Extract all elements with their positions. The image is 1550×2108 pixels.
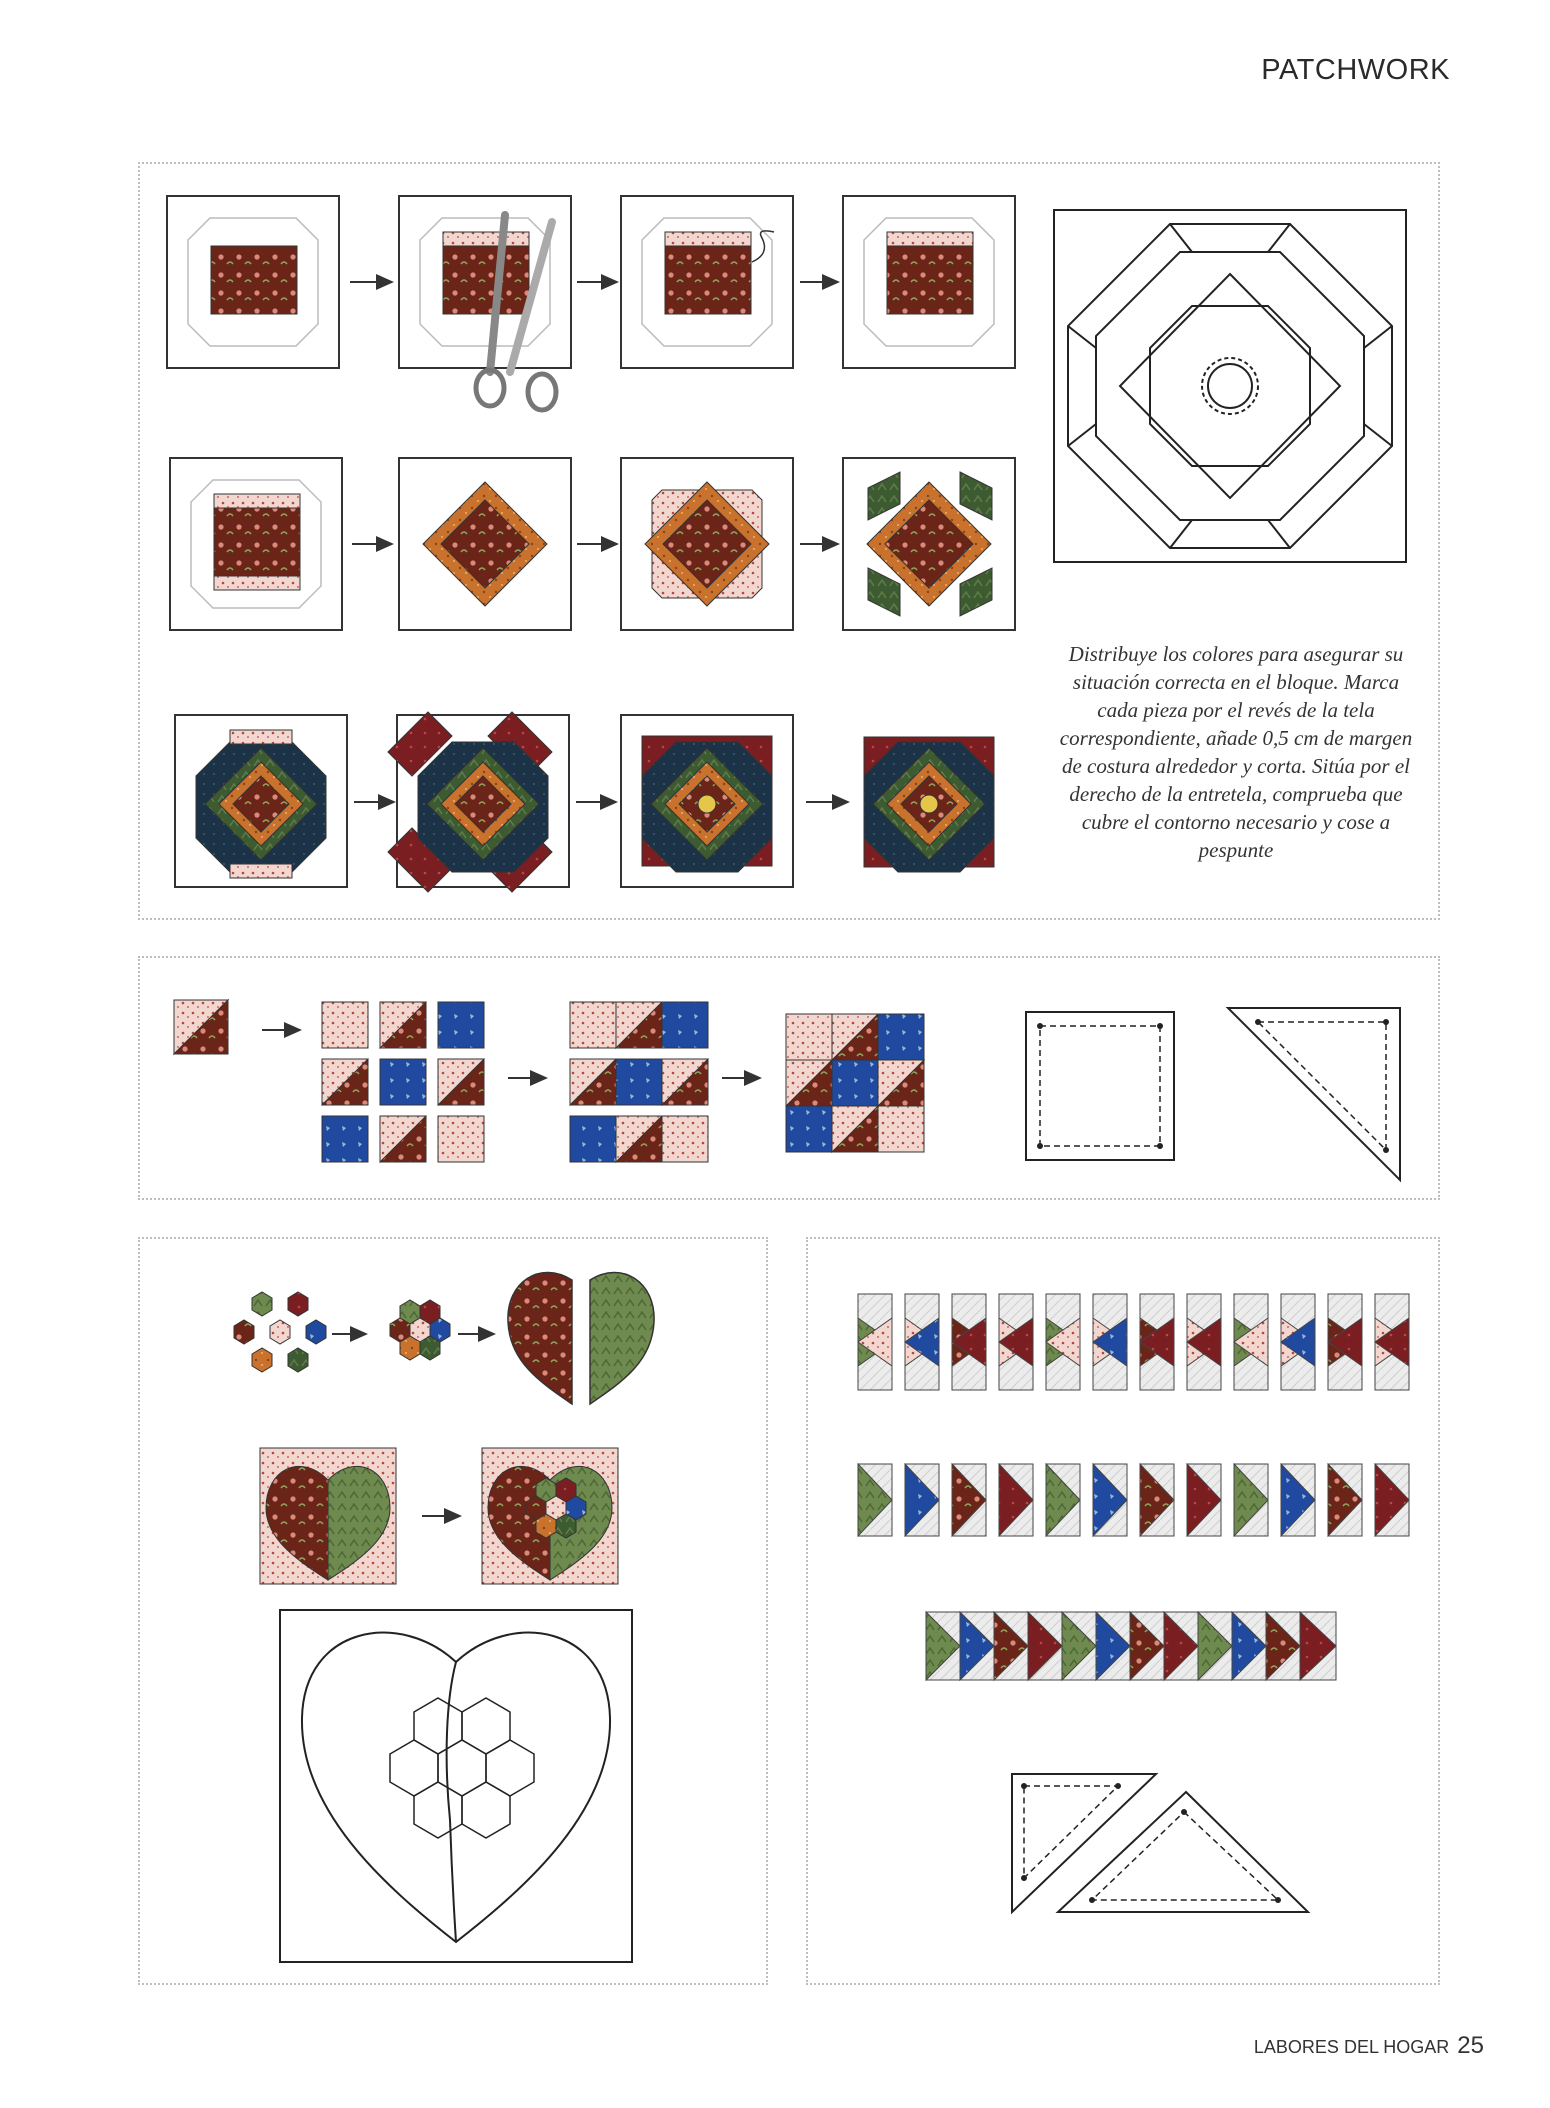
page-footer — [1254, 2032, 1484, 2060]
section-title: PATCHWORK — [1261, 54, 1450, 86]
geese-strip — [926, 1612, 1336, 1680]
nine-patch-joined — [786, 1014, 924, 1152]
geese-row-2 — [858, 1464, 1409, 1536]
geese-row-1 — [858, 1294, 1409, 1390]
step-3-4 — [864, 737, 994, 872]
step-1-2 — [399, 196, 571, 368]
step-3-3 — [621, 715, 793, 887]
instructions-caption: Distribuye los colores para asegurar su situación correcta en el bloque. Marca cada pieza por el revés de la tela correspondiente, añade 0,5 cm de margen de costura alrededor y corta. Sitúa por el derecho de la entretela, comprueba que cubre el contorno necesario y cose a pespunte — [1059, 642, 1413, 862]
block-pattern-diagram — [1054, 210, 1406, 562]
step-2-1 — [170, 458, 342, 630]
step-1-3 — [621, 196, 793, 368]
heart-appliqued — [260, 1448, 396, 1584]
nine-patch-separated — [322, 1002, 484, 1162]
magazine-name: LABORES DEL HOGAR — [1253, 2037, 1450, 2057]
hst-unit — [174, 1000, 228, 1054]
page-number: 25 — [1457, 2032, 1484, 2059]
heart-pattern-diagram — [280, 1610, 632, 1962]
step-1-1 — [167, 196, 339, 368]
heart-with-rosette — [482, 1448, 618, 1584]
step-2-4 — [843, 458, 1015, 630]
square-template — [1026, 1012, 1174, 1160]
step-2-2 — [399, 458, 571, 630]
triangle-template — [1228, 1008, 1400, 1180]
hexagon-pieces — [234, 1292, 326, 1372]
nine-patch-rows — [570, 1002, 708, 1162]
step-3-2 — [388, 712, 569, 892]
hexagon-rosette — [390, 1300, 450, 1360]
step-1-4 — [843, 196, 1015, 368]
geese-templates — [1012, 1774, 1308, 1912]
heart-halves — [508, 1272, 654, 1404]
step-3-1 — [175, 715, 347, 887]
step-2-3 — [621, 458, 793, 630]
